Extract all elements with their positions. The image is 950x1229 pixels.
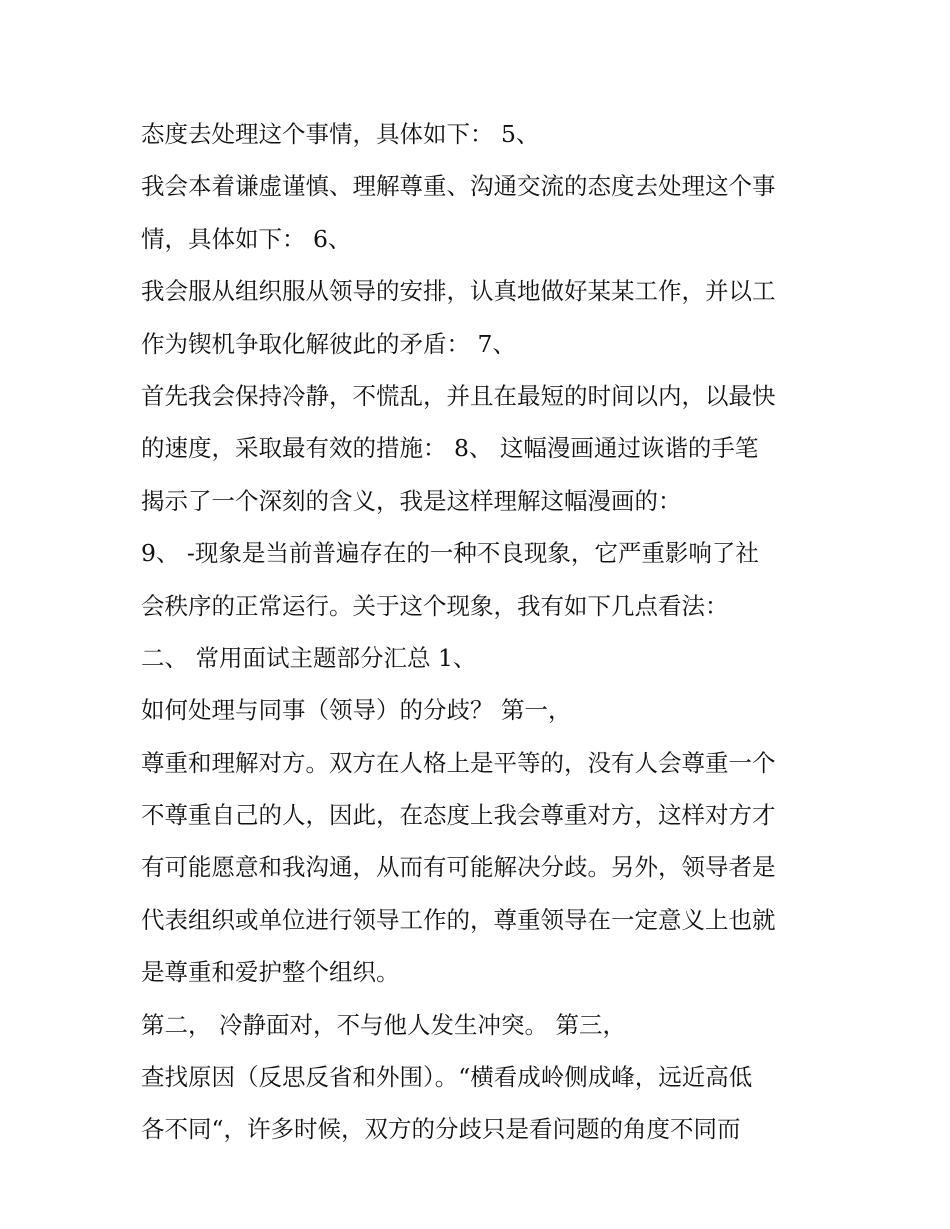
text-line: 作为锲机争取化解彼此的矛盾： 7、: [141, 329, 516, 358]
text-line: 首先我会保持冷静，不慌乱，并且在最短的时间以内，以最快: [141, 381, 776, 410]
text-line: 尊重和理解对方。双方在人格上是平等的，没有人会尊重一个: [141, 748, 776, 777]
text-line: 代表组织或单位进行领导工作的，尊重领导在一定意义上也就: [141, 905, 776, 934]
text-line: 会秩序的正常运行。关于这个现象，我有如下几点看法：: [141, 591, 729, 620]
document-body: [141, 108, 821, 1156]
text-line: 情，具体如下： 6、: [141, 224, 352, 253]
text-line: 我会本着谦虚谨慎、理解尊重、沟通交流的态度去处理这个事: [141, 172, 776, 201]
text-line: 查找原因（反思反省和外围）。“横看成岭侧成峰，远近高低: [141, 1063, 753, 1092]
text-line: 揭示了一个深刻的含义，我是这样理解这幅漫画的：: [141, 486, 682, 515]
text-line: 如何处理与同事（领导）的分歧？ 第一，: [141, 696, 572, 725]
text-line: 各不同“，许多时候，双方的分歧只是看问题的角度不同而: [141, 1115, 741, 1144]
text-line: 9、 -现象是当前普遍存在的一种不良现象，它严重影响了社: [141, 539, 759, 568]
text-line: 的速度，采取最有效的措施： 8、 这幅漫画通过诙谐的手笔: [141, 434, 759, 463]
text-line: 有可能愿意和我沟通，从而有可能解决分歧。另外，领导者是: [141, 853, 776, 882]
section-heading: 二、 常用面试主题部分汇总 1、: [141, 643, 477, 672]
text-line: 是尊重和爱护整个组织。: [141, 958, 400, 987]
text-line: 第二， 冷静面对，不与他人发生冲突。 第三，: [141, 1010, 626, 1039]
text-line: 我会服从组织服从领导的安排，认真地做好某某工作，并以工: [141, 277, 776, 306]
text-line: 态度去处理这个事情，具体如下： 5、: [141, 120, 540, 148]
text-line: 不尊重自己的人，因此，在态度上我会尊重对方，这样对方才: [141, 801, 776, 830]
